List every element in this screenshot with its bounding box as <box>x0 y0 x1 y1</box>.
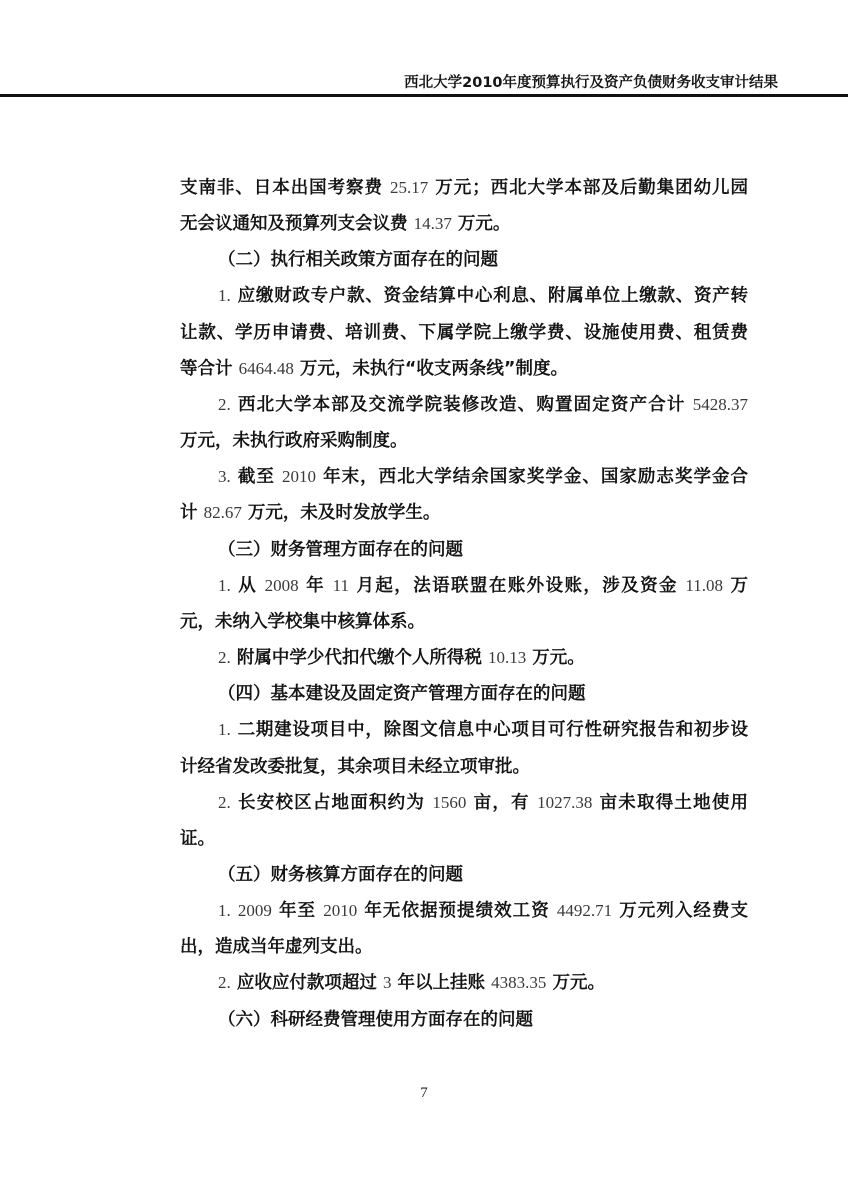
list-item <box>180 568 748 640</box>
section-heading: （二）执行相关政策方面存在的问题 <box>218 250 498 271</box>
numeral: 1. <box>218 575 231 595</box>
page-number: 7 <box>420 1085 428 1101</box>
header-rule <box>0 94 848 97</box>
list-item <box>180 459 748 531</box>
numeral: 2010 <box>282 467 317 487</box>
list-item <box>180 785 748 857</box>
numeral: 2009 <box>237 901 272 921</box>
text-line: 证。 <box>180 828 215 849</box>
text-line: 让款、学历申请费、培训费、下属学院上缴学费、设施使用费、租赁费 <box>180 322 748 343</box>
numeral: 6464.48 <box>238 358 294 378</box>
numeral: 1. <box>218 901 231 921</box>
numeral: 4492.71 <box>556 901 613 921</box>
section <box>180 1002 748 1038</box>
text-line: 2. 附属中学少代扣代缴个人所得税 10.13 万元。 <box>218 648 585 669</box>
numeral: 2010 <box>323 901 358 921</box>
text-line: 1. 2009 年至 2010 年无依据预提绩效工资 4492.71 万元列入经费支 <box>218 901 748 922</box>
text-line: 1. 应缴财政专户款、资金结算中心利息、附属单位上缴款、资产转 <box>218 286 748 307</box>
numeral: 25.17 <box>390 178 429 197</box>
numeral: 11 <box>332 575 349 595</box>
section-heading: （三）财务管理方面存在的问题 <box>218 539 463 560</box>
text-line: 计经省发改委批复，其余项目未经立项审批。 <box>180 756 530 777</box>
text-line: 2. 应收应付款项超过 3 年以上挂账 4383.35 万元。 <box>218 973 605 994</box>
numeral: 2. <box>218 973 231 993</box>
numeral: 4383.35 <box>491 973 547 993</box>
numeral: 2. <box>218 792 231 812</box>
continued-paragraph <box>180 170 748 242</box>
section-heading: （六）科研经费管理使用方面存在的问题 <box>218 1009 533 1030</box>
section-heading: （五）财务核算方面存在的问题 <box>218 864 463 885</box>
list-item <box>180 893 748 965</box>
text-line: 3. 截至 2010 年末，西北大学结余国家奖学金、国家励志奖学金合 <box>218 467 748 488</box>
text-line: 支南非、日本出国考察费 25.17 万元；西北大学本部及后勤集团幼儿园 <box>180 178 748 198</box>
text-line: 1. 二期建设项目中，除图文信息中心项目可行性研究报告和初步设 <box>218 720 748 741</box>
numeral: 2. <box>218 394 231 414</box>
numeral: 5428.37 <box>692 394 748 414</box>
numeral: 11.08 <box>685 575 724 595</box>
list-item <box>180 387 748 459</box>
list-item <box>180 712 748 784</box>
numeral: 14.37 <box>413 214 452 234</box>
text-line: 无会议通知及预算列支会议费 14.37 万元。 <box>180 214 511 235</box>
numeral: 1. <box>218 286 231 306</box>
numeral: 10.13 <box>487 648 527 668</box>
list-item <box>180 965 748 1001</box>
numeral: 3 <box>382 973 392 993</box>
numeral: 2. <box>218 648 231 668</box>
section <box>180 532 748 677</box>
numeral: 1560 <box>432 792 467 812</box>
text-line: 1. 从 2008 年 11 月起，法语联盟在账外设账，涉及资金 11.08 万 <box>218 575 748 596</box>
text-line: 2. 西北大学本部及交流学院装修改造、购置固定资产合计 5428.37 <box>218 394 748 415</box>
numeral: 2008 <box>264 575 299 595</box>
numeral: 82.67 <box>203 503 242 523</box>
text-line: 计 82.67 万元，未及时发放学生。 <box>180 503 441 524</box>
numeral: 1. <box>218 720 231 740</box>
page-body <box>180 170 748 1038</box>
numeral: 1027.38 <box>537 792 593 812</box>
section <box>180 676 748 857</box>
text-line: 等合计 6464.48 万元，未执行“收支两条线”制度。 <box>180 358 568 379</box>
numeral: 3. <box>218 467 231 487</box>
text-line: 2. 长安校区占地面积约为 1560 亩，有 1027.38 亩未取得土地使用 <box>218 792 748 813</box>
list-item <box>180 640 748 676</box>
list-item <box>180 278 748 386</box>
text-line: 元，未纳入学校集中核算体系。 <box>180 611 425 632</box>
running-header: 西北大学2010年度预算执行及资产负债财务收支审计结果 <box>404 75 778 91</box>
section <box>180 242 748 531</box>
text-line: 出，造成当年虚列支出。 <box>180 937 373 958</box>
section <box>180 857 748 1002</box>
section-heading: （四）基本建设及固定资产管理方面存在的问题 <box>218 684 586 705</box>
text-line: 万元，未执行政府采购制度。 <box>180 431 408 452</box>
